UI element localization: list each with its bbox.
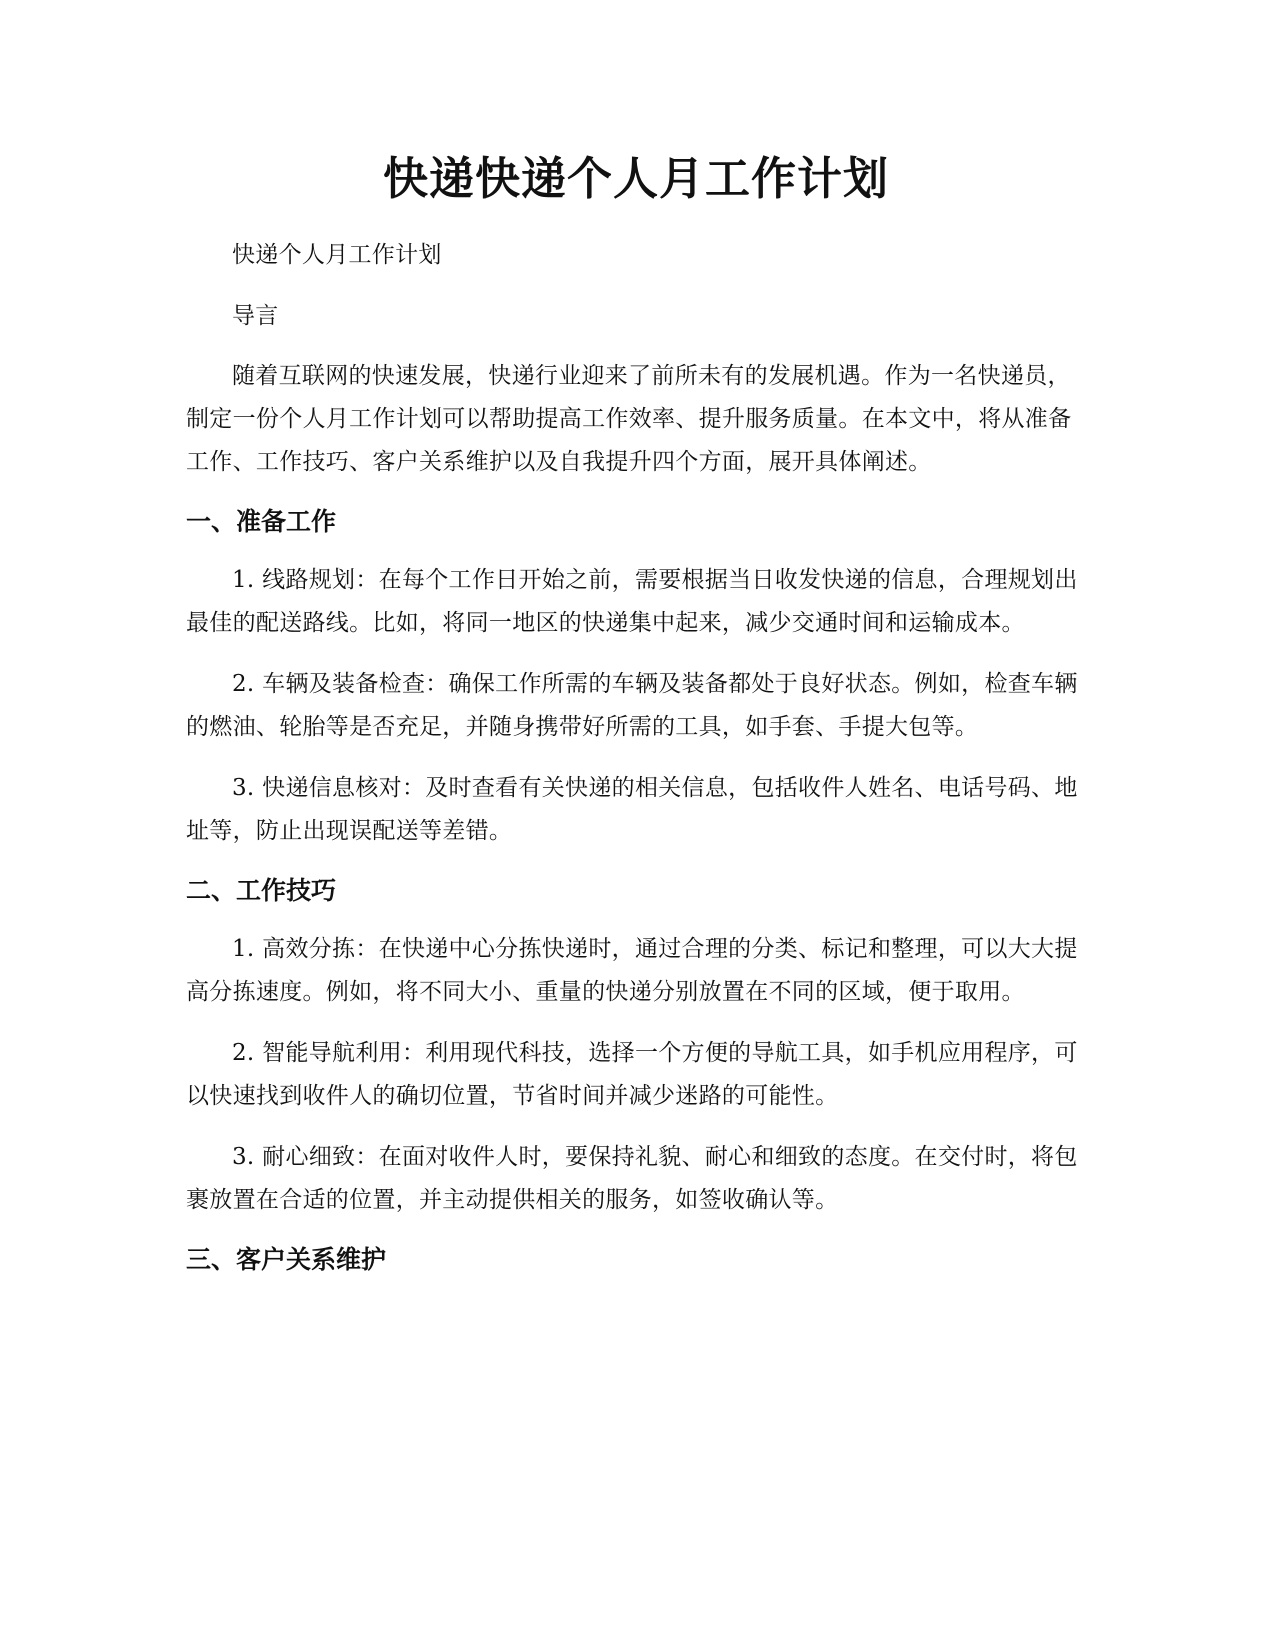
document-title: 快递快递个人月工作计划 [382,152,889,205]
intro-heading: 导言 [232,303,279,329]
intro-paragraph: 随着互联网的快速发展，快递行业迎来了前所未有的发展机遇。作为一名快递员，制定一份个人月工作计划可以帮助提高工作效率、提升服务质量。在本文中，将从准备工作、工作技巧、客户关系维护以及自我提升四个方面，展开具体阐述。 [186,363,1072,475]
section-item: 3. 耐心细致：在面对收件人时，要保持礼貌、耐心和细致的态度。在交付时，将包裹放置在合适的位置，并主动提供相关的服务，如签收确认等。 [186,1144,1078,1213]
section-item: 2. 车辆及装备检查：确保工作所需的车辆及装备都处于良好状态。例如，检查车辆的燃油、轮胎等是否充足，并随身携带好所需的工具，如手套、手提大包等。 [186,671,1078,740]
section-heading: 三、客户关系维护 [186,1245,387,1274]
section-item: 3. 快递信息核对：及时查看有关快递的相关信息，包括收件人姓名、电话号码、地址等，防止出现误配送等差错。 [186,775,1078,844]
section-customer-relations [186,1240,1086,1280]
section-preparation [186,502,1086,853]
section-heading: 一、准备工作 [186,507,337,536]
document-subtitle: 快递个人月工作计划 [232,242,442,268]
document-page [186,140,1086,1297]
section-work-skills [186,871,1086,1222]
section-item: 1. 高效分拣：在快递中心分拣快递时，通过合理的分类、标记和整理，可以大大提高分拣速度。例如，将不同大小、重量的快递分别放置在不同的区域，便于取用。 [186,936,1078,1005]
section-item: 2. 智能导航利用：利用现代科技，选择一个方便的导航工具，如手机应用程序，可以快速找到收件人的确切位置，节省时间并减少迷路的可能性。 [186,1040,1078,1109]
section-heading: 二、工作技巧 [186,876,337,905]
section-item: 1. 线路规划：在每个工作日开始之前，需要根据当日收发快递的信息，合理规划出最佳的配送路线。比如，将同一地区的快递集中起来，减少交通时间和运输成本。 [186,567,1078,636]
